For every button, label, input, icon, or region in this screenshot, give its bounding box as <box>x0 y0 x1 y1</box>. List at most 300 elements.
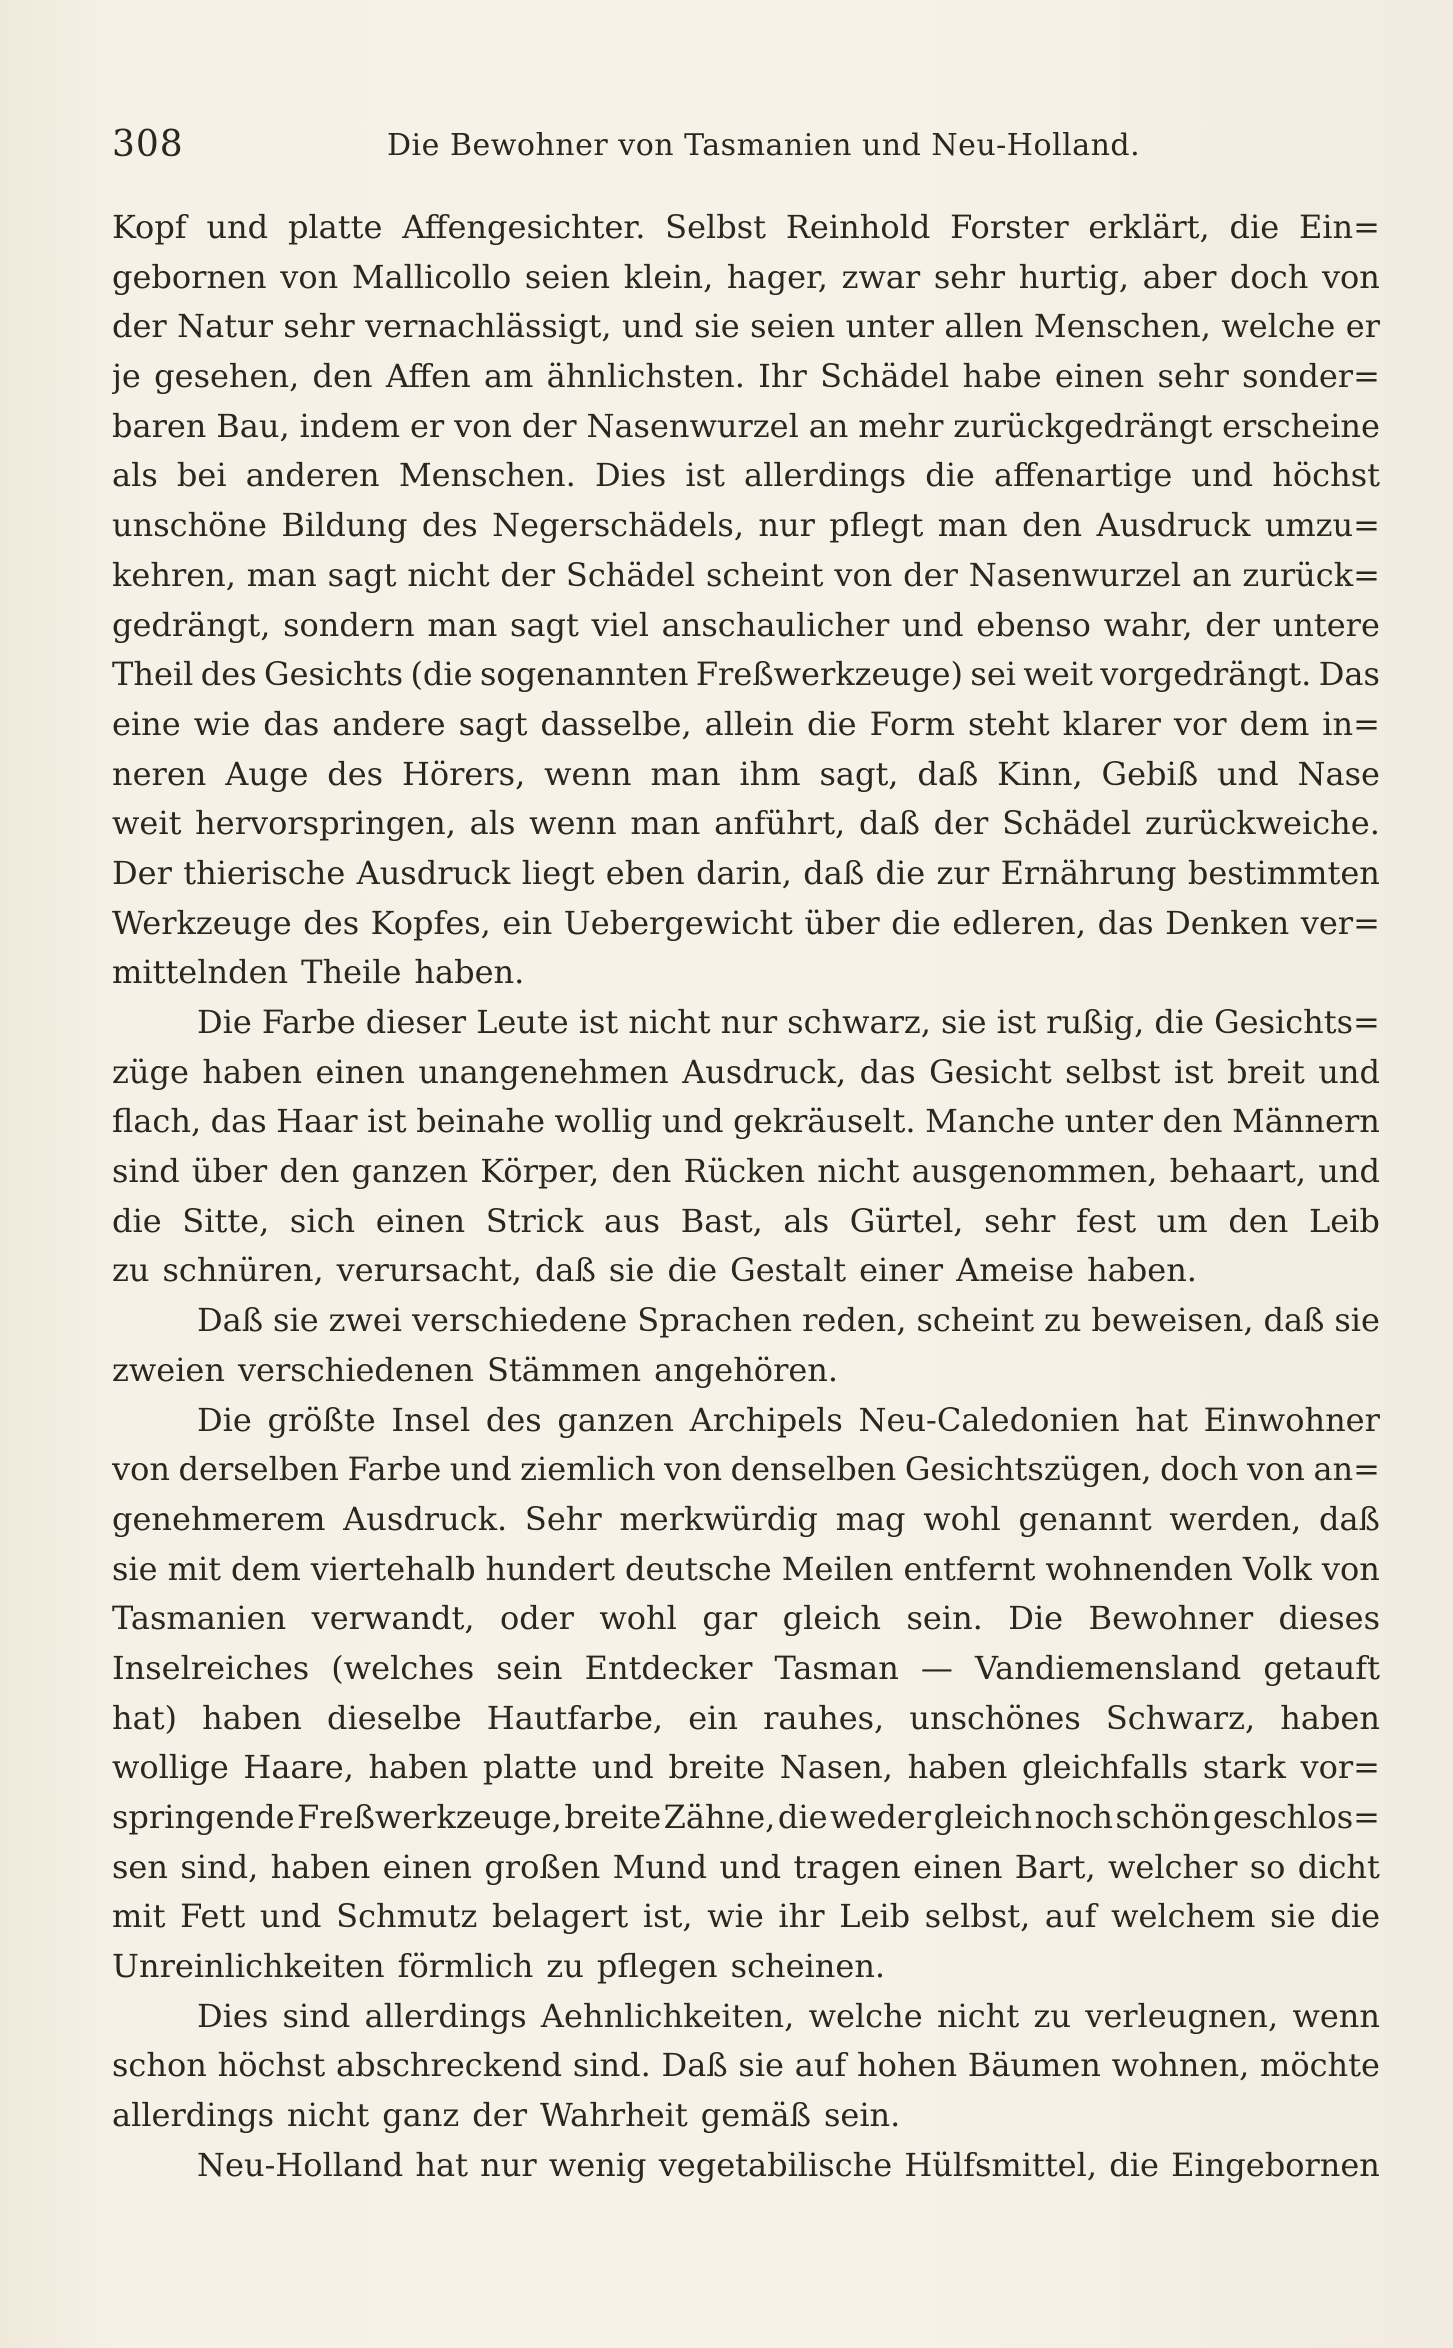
word: indem <box>299 406 401 445</box>
word: rußig, <box>1046 1003 1145 1041</box>
body-text <box>112 203 1380 2191</box>
word: als <box>469 804 516 843</box>
word: der <box>112 307 167 346</box>
word: sagt <box>327 555 397 594</box>
text-line <box>112 1246 1380 1296</box>
word: sogenannten <box>480 655 689 694</box>
text-line <box>112 849 1380 899</box>
word: nur <box>758 506 815 545</box>
word: abschreckend <box>336 2046 563 2085</box>
word: unter <box>1064 1102 1153 1141</box>
word: zur <box>936 853 990 892</box>
word: vorgedrängt. <box>1100 655 1312 694</box>
word: allerdings <box>744 456 907 495</box>
word: zu <box>112 1251 150 1290</box>
word: gesehen, <box>154 357 300 396</box>
word: von <box>454 406 513 445</box>
word: Bast, <box>680 1201 763 1240</box>
word: am <box>483 357 534 396</box>
word: allen <box>944 307 1024 346</box>
word: vegetabilische <box>658 2145 893 2184</box>
word: Daß <box>661 2046 728 2085</box>
word: Dies <box>197 1996 269 2035</box>
word: gleich <box>782 1599 882 1638</box>
word: einen <box>315 1052 405 1091</box>
word: beweisen, <box>1091 1301 1254 1340</box>
word: den <box>1162 1102 1223 1141</box>
word: sehr <box>933 257 1006 296</box>
word: nicht <box>407 555 490 594</box>
word: das <box>859 1052 916 1091</box>
word: daß <box>803 853 865 892</box>
text-line <box>112 601 1380 651</box>
text-line <box>112 451 1380 501</box>
word: angehören. <box>654 1350 839 1389</box>
word: Sitte, <box>182 1201 270 1240</box>
word: er <box>409 406 445 445</box>
word: reden, <box>802 1301 907 1340</box>
word: Bäumen <box>967 2046 1101 2085</box>
word: ebenso <box>976 605 1091 644</box>
word: Farbe <box>347 1450 442 1489</box>
word: einer <box>859 1251 944 1290</box>
word: viel <box>591 605 650 644</box>
word: Meilen <box>781 1549 894 1588</box>
word: edleren, <box>952 903 1087 942</box>
word: nicht <box>936 1996 1020 2035</box>
word: und <box>449 1450 512 1489</box>
word: die <box>806 704 857 743</box>
word: sei <box>970 655 1016 694</box>
word: sie <box>608 1251 655 1290</box>
word: Selbst <box>665 208 767 246</box>
word: großen <box>484 1847 601 1886</box>
word: behaart, <box>1169 1152 1307 1191</box>
word: Archipels <box>689 1400 843 1439</box>
word: sehr <box>984 1201 1056 1240</box>
word: Entdecker <box>584 1648 753 1687</box>
text-line <box>112 402 1380 452</box>
word: Nasenwurzel <box>968 555 1182 594</box>
text-line <box>112 750 1380 800</box>
word: als <box>112 456 158 495</box>
word: das <box>210 1102 267 1141</box>
word: Haar <box>276 1102 358 1141</box>
word: und <box>661 1102 724 1141</box>
word: hat <box>415 2145 468 2184</box>
word: Schädel <box>565 555 696 594</box>
word: des <box>485 1400 542 1439</box>
word: Unreinlichkeiten <box>112 1947 385 1986</box>
word: Denken <box>1165 903 1290 942</box>
word: affenartige <box>994 456 1173 495</box>
word: Schwarz, <box>1105 1698 1256 1737</box>
word: Affen <box>385 357 471 396</box>
word: Gestalt <box>730 1251 847 1290</box>
word: von <box>1321 1549 1380 1588</box>
word: und <box>621 307 684 346</box>
word: sagt <box>510 605 579 644</box>
word: Die <box>1008 1599 1064 1638</box>
word: Farbe <box>261 1003 356 1041</box>
word: sonder= <box>1242 357 1380 396</box>
word: Aehnlichkeiten, <box>540 1996 795 2035</box>
word: sagt <box>458 704 528 743</box>
word: Inselreiches <box>112 1648 310 1687</box>
word: des <box>327 754 384 793</box>
word: Ihr <box>758 357 807 396</box>
word: Ausdruck. <box>343 1499 508 1538</box>
word: aber <box>1142 257 1217 296</box>
word: sind <box>282 1996 351 2035</box>
word: pflegen <box>596 1947 718 1986</box>
word: deutsche <box>624 1549 772 1588</box>
word: sind <box>112 1152 180 1191</box>
word: unschöne <box>112 506 267 545</box>
word: verursacht, <box>336 1251 522 1290</box>
word: Das <box>1318 655 1380 694</box>
word: springende <box>112 1798 295 1836</box>
word: den <box>611 1152 672 1191</box>
word: ist <box>996 1003 1037 1041</box>
word: Körper, <box>480 1152 600 1191</box>
word: unter <box>845 307 934 346</box>
word: wenn <box>1292 1996 1380 2035</box>
word: man <box>937 506 1008 545</box>
word: Schmutz <box>336 1897 478 1936</box>
word: derselben <box>178 1450 339 1489</box>
word: weit <box>1023 655 1093 694</box>
word: möchte <box>1259 2046 1380 2085</box>
word: haben <box>202 1698 302 1737</box>
text-line <box>112 253 1380 303</box>
word: daß <box>858 804 920 843</box>
word: einen <box>375 1201 466 1240</box>
word: den <box>312 357 373 396</box>
word: größte <box>267 1400 376 1439</box>
word: getauft <box>1263 1648 1380 1687</box>
word: je <box>112 357 141 396</box>
text-line <box>112 700 1380 750</box>
word: Wahrheit <box>540 2096 688 2135</box>
word: die <box>1330 1897 1380 1936</box>
text-line <box>112 1843 1380 1893</box>
word: welchem <box>1111 1897 1256 1936</box>
word: dieser <box>365 1003 467 1041</box>
word: oder <box>499 1599 574 1638</box>
word: Strick <box>485 1201 584 1240</box>
word: Gürtel, <box>849 1201 964 1240</box>
word: untere <box>1272 605 1380 644</box>
word: schnüren, <box>162 1251 324 1290</box>
word: Fett <box>180 1897 246 1936</box>
word: verschiedenen <box>237 1350 474 1389</box>
word: der <box>521 406 577 445</box>
word: Einwohner <box>1203 1400 1380 1439</box>
word: ist <box>578 1003 619 1041</box>
word: hager, <box>726 257 828 296</box>
word: ist <box>367 1102 407 1141</box>
word: ähnlichsten. <box>546 357 745 396</box>
word: verwandt, <box>311 1599 475 1638</box>
word: Ausdruck <box>1096 506 1251 545</box>
word: den <box>1228 1201 1289 1240</box>
word: sein. <box>823 2096 901 2135</box>
word: pflegt <box>829 506 924 545</box>
word: unschönes <box>909 1698 1081 1737</box>
word: beinahe <box>416 1102 545 1141</box>
word: Ameise <box>956 1251 1075 1290</box>
text-line <box>112 1793 1380 1843</box>
word: nur <box>480 2145 537 2184</box>
word: tragen <box>793 1847 901 1886</box>
word: wohl <box>599 1599 677 1638</box>
word: haben <box>270 1847 371 1886</box>
text-line <box>112 1743 1380 1793</box>
word: man <box>650 754 721 793</box>
text-line <box>112 1396 1380 1446</box>
word: (welches <box>331 1648 475 1687</box>
word: verschiedene <box>411 1301 628 1340</box>
word: Zähne, <box>663 1798 776 1836</box>
word: Manche <box>925 1102 1056 1141</box>
word: wenn <box>529 804 617 843</box>
text-line <box>112 948 1380 998</box>
word: als <box>783 1201 830 1240</box>
text-line <box>112 1594 1380 1644</box>
word: anschaulicher <box>661 605 890 644</box>
word: belagert <box>491 1897 629 1936</box>
word: hervorspringen, <box>195 804 456 843</box>
word: hat) <box>112 1698 178 1737</box>
page-number: 308 <box>112 124 184 165</box>
word: ihr <box>778 1897 825 1936</box>
word: der <box>1205 605 1260 644</box>
word: des <box>200 655 257 694</box>
text-line <box>112 998 1380 1048</box>
word: über <box>804 903 880 942</box>
word: von <box>1246 1450 1305 1489</box>
word: platte <box>482 1748 578 1787</box>
word: die <box>891 903 941 942</box>
word: schwarz, <box>787 1003 931 1041</box>
word: wohl <box>923 1499 1001 1538</box>
word: sondern <box>283 605 415 644</box>
word: scheinen. <box>730 1947 886 1986</box>
word: sein. <box>906 1599 983 1638</box>
word: mit <box>167 1549 222 1588</box>
word: zu <box>1033 1996 1071 2035</box>
word: ihm <box>739 754 801 793</box>
word: Hörers, <box>401 754 526 793</box>
word: kehren, <box>112 555 236 594</box>
word: Ausdruck <box>356 853 511 892</box>
word: auf <box>794 2046 847 2085</box>
word: Hautfarbe, <box>486 1698 664 1737</box>
word: wie <box>193 704 251 743</box>
word: gleichfalls <box>1021 1748 1189 1787</box>
word: unangenehmen <box>418 1052 669 1091</box>
word: und <box>901 605 964 644</box>
word: merkwürdig <box>619 1499 818 1538</box>
word: gedrängt, <box>112 605 271 644</box>
word: dem <box>1239 704 1310 743</box>
word: sie <box>1270 1897 1316 1936</box>
word: haben <box>907 1748 1008 1787</box>
word: um <box>1156 1201 1208 1240</box>
word: und <box>591 1748 654 1787</box>
word: sie <box>1334 1301 1380 1340</box>
word: Vandiemensland <box>975 1648 1242 1687</box>
word: Neu-Caledonien <box>858 1400 1120 1439</box>
word: sehr <box>1157 357 1229 396</box>
word: förmlich <box>397 1947 534 1986</box>
word: an <box>1191 555 1232 594</box>
word: dem <box>231 1549 301 1588</box>
text-line <box>112 1992 1380 2042</box>
word: nur <box>720 1003 778 1041</box>
word: eben <box>605 853 685 892</box>
word: ziemlich <box>520 1450 656 1489</box>
text-line <box>112 650 1380 700</box>
word: mittelnden <box>112 953 289 992</box>
word: hundert <box>485 1549 615 1588</box>
word: seien <box>750 307 836 346</box>
text-line <box>112 1296 1380 1346</box>
word: wollige <box>112 1748 229 1787</box>
word: wollig <box>554 1102 653 1141</box>
word: höchst <box>1272 456 1380 495</box>
word: bestimmten <box>1187 853 1380 892</box>
word: Leute <box>476 1003 569 1041</box>
word: andere <box>332 704 446 743</box>
word: Der <box>112 853 172 892</box>
word: Gesichts <box>264 655 404 694</box>
word: Auge <box>225 754 309 793</box>
word: und <box>1216 754 1279 793</box>
text-line <box>112 1892 1380 1942</box>
word: wenig <box>548 2145 647 2184</box>
word: sie <box>738 2046 784 2085</box>
text-line <box>112 1694 1380 1744</box>
word: Mallicollo <box>351 257 512 296</box>
word: wahr, <box>1103 605 1193 644</box>
text-line <box>112 203 1380 253</box>
word: zu <box>546 1947 584 1986</box>
word: haben. <box>414 953 525 992</box>
word: rauhes, <box>763 1698 885 1737</box>
word: das <box>1097 903 1154 942</box>
word: erscheine <box>1222 406 1380 445</box>
word: von <box>112 1450 170 1489</box>
word: daß <box>917 754 979 793</box>
word: daß <box>1263 1301 1325 1340</box>
word: haben <box>202 1052 303 1091</box>
word: Form <box>869 704 955 743</box>
word: er <box>1345 307 1380 346</box>
word: wohnen, <box>1111 2046 1250 2085</box>
word: sich <box>289 1201 356 1240</box>
word: allein <box>704 704 794 743</box>
word: Tasmanien <box>112 1599 287 1638</box>
word: nicht <box>628 1003 711 1041</box>
text-line <box>112 1495 1380 1545</box>
text-line <box>112 551 1380 601</box>
word: Leib <box>1308 1201 1380 1240</box>
word: Nasen, <box>779 1748 893 1787</box>
word: haben <box>1280 1698 1380 1737</box>
text-line <box>112 1942 1380 1992</box>
word: fest <box>1076 1201 1137 1240</box>
word: die <box>1154 1003 1205 1041</box>
word: der <box>500 555 556 594</box>
word: des <box>421 506 478 545</box>
running-title: Die Bewohner von Tasmanien und Neu-Holland. <box>387 128 1141 163</box>
word: zurück= <box>1242 555 1380 594</box>
word: an <box>808 406 849 445</box>
word: wie <box>707 1897 764 1936</box>
word: Bart, <box>1014 1847 1096 1886</box>
word: nicht <box>817 1152 900 1191</box>
text-line <box>112 1197 1380 1247</box>
word: daß <box>534 1251 596 1290</box>
word: Freßwerkzeuge) <box>695 655 963 694</box>
word: welche <box>1221 307 1336 346</box>
word: von <box>664 1450 723 1489</box>
word: bei <box>176 456 227 495</box>
word: genehmerem <box>112 1499 326 1538</box>
word: Die <box>197 1400 252 1439</box>
word: der <box>472 2096 527 2135</box>
word: sehr <box>283 307 355 346</box>
word: gleich <box>933 1798 1033 1836</box>
word: über <box>191 1152 268 1191</box>
word: noch <box>1034 1798 1113 1836</box>
word: Daß <box>197 1301 264 1340</box>
word: ist <box>1173 1052 1214 1091</box>
word: Negerschädels, <box>492 506 745 545</box>
word: darin, <box>696 853 792 892</box>
word: vor= <box>1300 1748 1380 1787</box>
word: gemäß <box>700 2096 811 2135</box>
word: die <box>667 1251 718 1290</box>
word: baren <box>112 406 207 445</box>
word: auf <box>1044 1897 1097 1936</box>
word: Forster <box>950 208 1069 246</box>
word: höchst <box>217 2046 326 2085</box>
word: eine <box>112 704 181 743</box>
word: Dies <box>594 456 667 495</box>
word: Sehr <box>524 1499 602 1538</box>
word: aus <box>603 1201 661 1240</box>
word: sie <box>273 1301 319 1340</box>
word: der <box>903 555 958 594</box>
word: vor <box>1173 704 1227 743</box>
word: den <box>1022 506 1083 545</box>
word: die <box>925 456 975 495</box>
word: dasselbe, <box>540 704 692 743</box>
word: Natur <box>177 307 273 346</box>
word: Werkzeuge <box>112 903 292 942</box>
word: denselben <box>730 1450 897 1489</box>
word: Nase <box>1297 754 1380 793</box>
word: breite <box>668 1748 766 1787</box>
word: Theile <box>301 953 402 992</box>
word: Schädel <box>1002 804 1132 843</box>
word: einen <box>913 1847 1003 1886</box>
word: Stämmen <box>486 1350 642 1389</box>
text-line <box>112 1644 1380 1694</box>
